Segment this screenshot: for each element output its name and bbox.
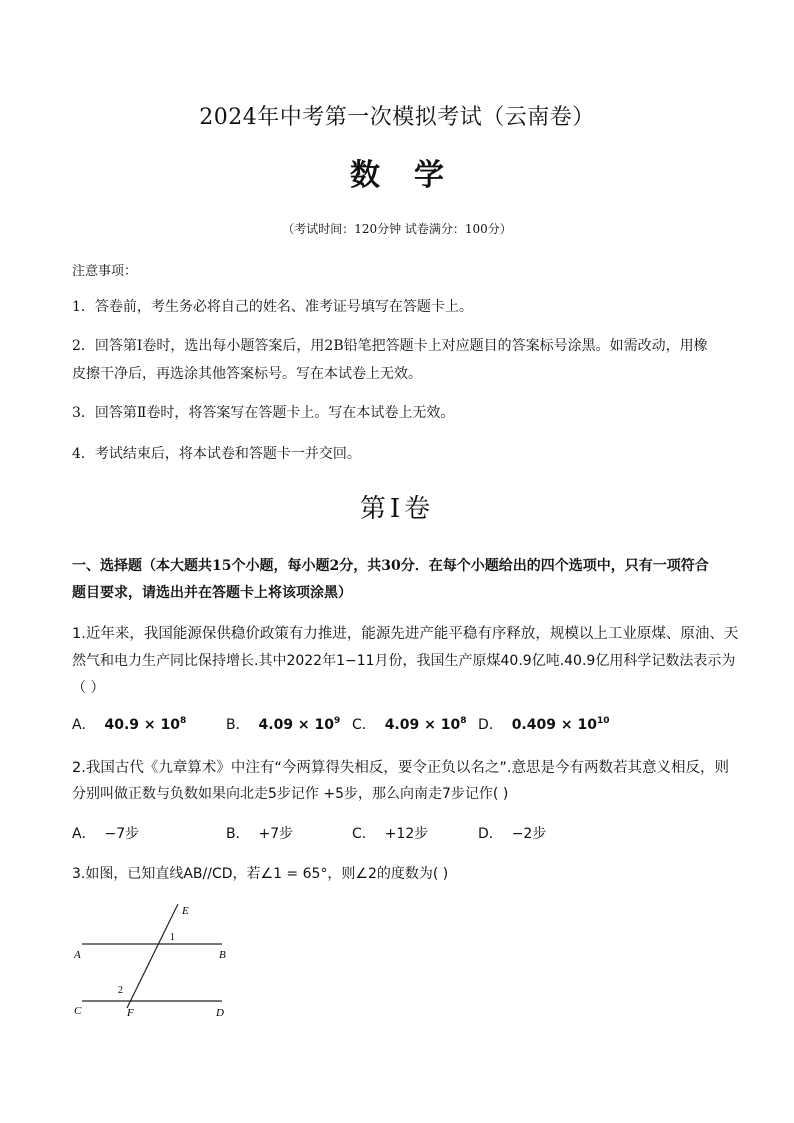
label-d: D [216, 1007, 224, 1019]
section-heading: 一、选择题（本大题共15个小题，每小题2分，共30分．在每个小题给出的四个选项中，只有一项符合 [72, 558, 709, 574]
label-c: C [74, 1005, 82, 1017]
q1-option-d[interactable]: D． $0.409 \times 10^{10}$ [478, 716, 610, 733]
notice-item: 4．考试结束后，将本试卷和答题卡一并交回。 [72, 446, 361, 462]
exam-time-info: （考试时间：120分钟 试卷满分：100分） [282, 222, 512, 236]
subject-title: 数学 [350, 158, 478, 193]
notice-heading: 注意事项： [72, 264, 138, 279]
notice-item: 皮擦干净后，再选涂其他答案标号。写在本试卷上无效。 [72, 366, 422, 382]
q2-option-a[interactable]: A． −7步 [72, 826, 140, 842]
q1-option-b[interactable]: B． $4.09 \times 10^9$ [226, 716, 341, 733]
question-2-line: 分别叫做正数与负数如果向北走5步记作 +5步，那么向南走7步记作( ) [72, 786, 509, 802]
section-heading-cont: 题目要求，请选出并在答题卡上将该项涂黑） [72, 585, 352, 601]
q2-option-d[interactable]: D． −2步 [478, 826, 547, 842]
question-2-line: 2.我国古代《九章算术》中注有“今两算得失相反，要令正负以名之”.意思是今有两数若其意义相反，则 [72, 760, 729, 776]
label-e: E [182, 905, 189, 917]
label-b: B [219, 949, 226, 961]
question-1-line: 然气和电力生产同比保持增长.其中2022年1−11月份，我国生产原煤40.9亿吨.40.9亿用科学记数法表示为 [72, 653, 736, 669]
label-f: F [127, 1007, 134, 1019]
notice-item: 1．答卷前，考生务必将自己的姓名、准考证号填写在答题卡上。 [72, 299, 473, 315]
question-3-line: 3.如图，已知直线AB//CD，若∠1 = 65°，则∠2的度数为( ) [72, 866, 449, 882]
q2-option-b[interactable]: B． +7步 [226, 826, 294, 842]
label-angle-1: 1 [170, 932, 175, 943]
q1-option-a[interactable]: A． $40.9 \times 10^8$ [72, 716, 187, 733]
transversal-ef [127, 904, 178, 1008]
notice-item: 3．回答第Ⅱ卷时，将答案写在答题卡上。写在本试卷上无效。 [72, 405, 455, 421]
q1-option-c[interactable]: C． $4.09 \times 10^8$ [352, 716, 467, 733]
label-angle-2: 2 [118, 985, 123, 996]
volume-title: 第Ⅰ卷 [359, 494, 435, 524]
notice-item: 2．回答第Ⅰ卷时，选出每小题答案后，用2B铅笔把答题卡上对应题目的答案标号涂黑。如需改动，用橡 [72, 338, 708, 354]
q2-option-c[interactable]: C． +12步 [352, 826, 429, 842]
question-1-bracket: （ ） [72, 680, 105, 696]
parallel-lines-figure [72, 900, 232, 1022]
question-1-line: 1.近年来，我国能源保供稳价政策有力推进，能源先进产能平稳有序释放，规模以上工业原煤、原油、天 [72, 626, 739, 642]
label-a: A [74, 949, 81, 961]
exam-title: 2024年中考第一次模拟考试（云南卷） [199, 105, 595, 130]
